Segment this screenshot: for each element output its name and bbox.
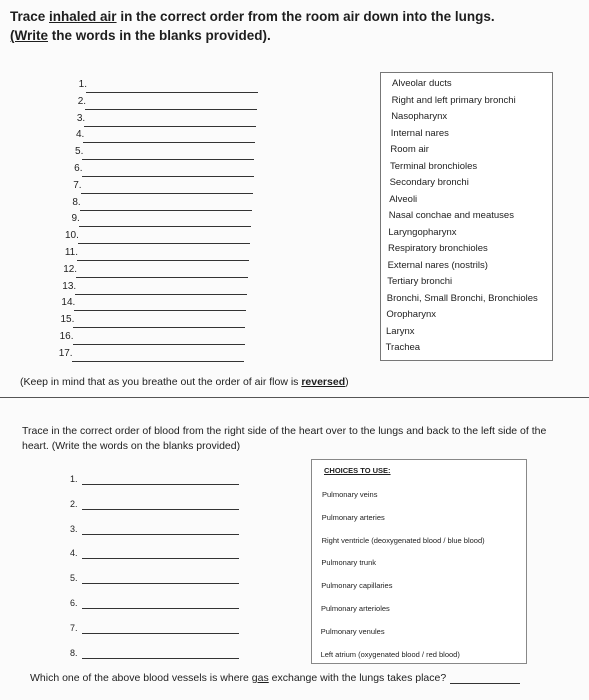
word-bank-item: Room air — [390, 144, 429, 155]
blank-number: 8. — [72, 196, 81, 208]
choice-item: Pulmonary arteries — [321, 512, 385, 522]
blank-number: 10. — [64, 230, 79, 242]
gas-exchange-question: Which one of the above blood vessels is where gas exchange with the lungs takes place? — [30, 672, 447, 684]
blank-number: 7. — [73, 179, 82, 191]
answer-blank[interactable] — [79, 226, 251, 227]
answer-blank[interactable] — [82, 558, 239, 559]
answer-blank[interactable] — [82, 484, 239, 485]
answer-blank[interactable] — [76, 277, 248, 278]
word-bank-item: Laryngopharynx — [388, 226, 457, 238]
blank-number: 2. — [70, 498, 78, 509]
blank-number: 17. — [58, 347, 73, 359]
answer-blank[interactable] — [72, 361, 244, 362]
answer-blank[interactable] — [74, 310, 246, 311]
blank-number: 5. — [75, 146, 84, 158]
blank-number: 1. — [70, 474, 78, 484]
word-bank-item: Oropharynx — [386, 309, 437, 320]
blank-number: 7. — [70, 622, 78, 633]
answer-blank[interactable] — [85, 109, 257, 110]
worksheet-title: Trace inhaled air in the correct order from the room air down into the lungs. (Write the words in the blanks provided). — [10, 9, 495, 43]
word-bank-item: Internal nares — [390, 127, 449, 139]
word-bank-item: Nasopharynx — [391, 111, 448, 122]
answer-blank[interactable] — [80, 210, 252, 211]
blank-number: 16. — [59, 331, 74, 342]
blank-number: 4. — [75, 129, 85, 141]
blood-flow-instructions: Trace in the correct order of blood from the right side of the heart over to the lungs and back to the left side of the heart. (Write the words on the blanks provided) — [22, 425, 547, 452]
word-bank-item: Alveoli — [389, 193, 418, 205]
word-bank-item: Respiratory bronchioles — [388, 243, 488, 254]
answer-blank[interactable] — [82, 583, 239, 584]
choice-item: Pulmonary arterioles — [321, 604, 390, 613]
choice-item: Pulmonary venules — [320, 626, 385, 636]
answer-blank[interactable] — [77, 260, 249, 261]
blank-number: 6. — [74, 163, 83, 174]
blank-number: 11. — [64, 247, 78, 258]
blood-flow-choices-box — [311, 459, 527, 664]
blank-number: 13. — [62, 280, 77, 292]
blank-number: 5. — [70, 573, 78, 584]
blank-number: 15. — [60, 314, 75, 326]
blank-number: 14. — [61, 297, 76, 309]
blank-number: 4. — [70, 548, 78, 559]
section-divider — [0, 397, 589, 398]
answer-blank[interactable] — [83, 142, 255, 143]
blank-number: 2. — [77, 95, 87, 107]
answer-blank[interactable] — [86, 92, 258, 93]
answer-blank[interactable] — [73, 344, 245, 345]
choices-header: CHOICES TO USE: — [324, 466, 391, 475]
word-bank-item: Trachea — [385, 342, 421, 353]
air-flow-word-bank — [380, 72, 553, 361]
answer-blank[interactable] — [75, 294, 247, 295]
answer-blank[interactable] — [78, 243, 250, 244]
blank-number: 1. — [78, 79, 87, 90]
blank-number: 8. — [70, 647, 78, 658]
answer-blank[interactable] — [450, 683, 520, 684]
answer-blank[interactable] — [82, 608, 239, 609]
word-bank-item: Tertiary bronchi — [387, 276, 453, 287]
word-bank-item: Alveolar ducts — [392, 78, 452, 89]
word-bank-item: Right and left primary bronchi — [391, 94, 516, 106]
choice-item: Pulmonary capillaries — [321, 581, 393, 591]
word-bank-item: Nasal conchae and meatuses — [388, 210, 514, 221]
answer-blank[interactable] — [82, 658, 239, 659]
word-bank-item: Larynx — [386, 325, 415, 337]
word-bank-item: Secondary bronchi — [389, 177, 469, 188]
word-bank-item: External nares (nostrils) — [387, 259, 488, 271]
choice-item: Pulmonary veins — [322, 490, 378, 499]
blank-number: 6. — [70, 598, 78, 608]
blank-number: 3. — [70, 523, 78, 534]
blank-number: 3. — [76, 112, 86, 124]
answer-blank[interactable] — [82, 534, 239, 535]
answer-blank[interactable] — [82, 159, 254, 160]
blank-number: 9. — [71, 213, 80, 225]
word-bank-item: Bronchi, Small Bronchi, Bronchioles — [386, 292, 538, 304]
answer-blank[interactable] — [82, 176, 254, 177]
choice-item: Left atrium (oxygenated blood / red blood) — [320, 649, 460, 659]
answer-blank[interactable] — [84, 126, 256, 127]
choice-item: Pulmonary trunk — [321, 558, 376, 568]
answer-blank[interactable] — [82, 633, 239, 634]
answer-blank[interactable] — [81, 193, 253, 194]
word-bank-item: Terminal bronchioles — [390, 160, 478, 172]
answer-blank[interactable] — [73, 327, 245, 328]
reverse-note: (Keep in mind that as you breathe out the order of air flow is reversed) — [20, 376, 349, 388]
choice-item: Right ventricle (deoxygenated blood / blue blood) — [321, 535, 485, 545]
answer-blank[interactable] — [82, 509, 239, 510]
blank-number: 12. — [63, 263, 78, 275]
